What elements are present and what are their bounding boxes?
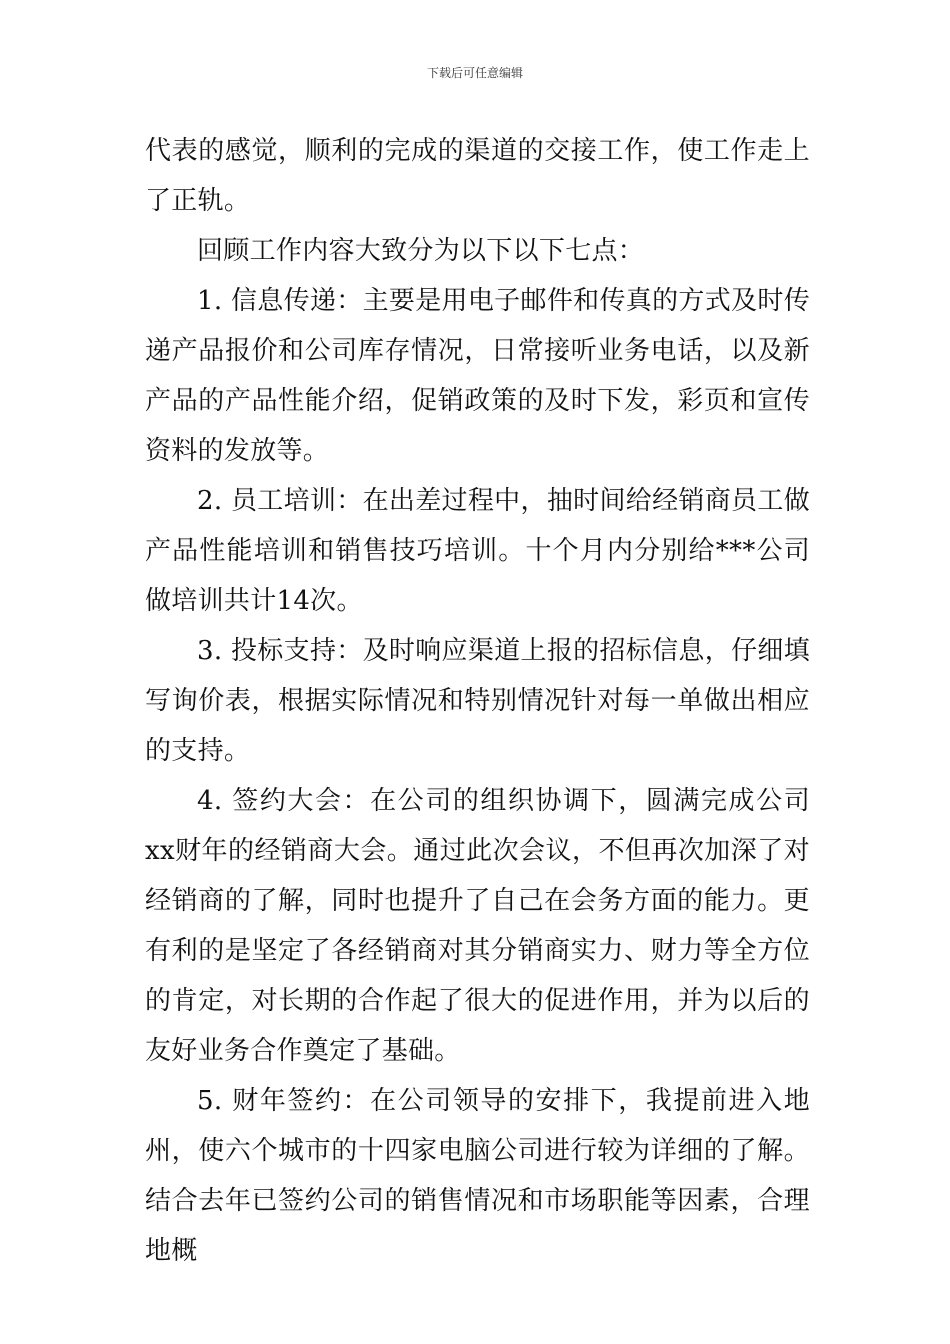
page-header: 下载后可任意编辑 xyxy=(426,66,523,80)
paragraph-item-3: 3. 投标支持：及时响应渠道上报的招标信息，仔细填写询价表，根据实际情况和特别情况针对每一单做出相应的支持。 xyxy=(145,636,810,766)
paragraph-intro: 回顾工作内容大致分为以下以下七点： xyxy=(197,236,645,266)
paragraph-item-5: 5. 财年签约：在公司领导的安排下，我提前进入地州，使六个城市的十四家电脑公司进行较为详细的了解。结合去年已签约公司的销售情况和市场职能等因素，合理地概 xyxy=(145,1086,810,1266)
paragraph-item-2: 2. 员工培训：在出差过程中，抽时间给经销商员工做产品性能培训和销售技巧培训。十个月内分别给***公司做培训共计14次。 xyxy=(145,486,810,616)
paragraph-continuation: 代表的感觉，顺利的完成的渠道的交接工作，使工作走上了正轨。 xyxy=(145,136,810,216)
paragraph-item-4: 4. 签约大会：在公司的组织协调下，圆满完成公司xx财年的经销商大会。通过此次会议，不但再次加深了对经销商的了解，同时也提升了自己在会务方面的能力。更有利的是坚定了各经销商对其分销商实力、财力等全方位的肯定，对长期的合作起了很大的促进作用，并为以后的友好业务合作奠定了基础。 xyxy=(145,786,810,1066)
document-body xyxy=(145,126,810,1276)
paragraph-item-1: 1. 信息传递：主要是用电子邮件和传真的方式及时传递产品报价和公司库存情况，日常接听业务电话，以及新产品的产品性能介绍，促销政策的及时下发，彩页和宣传资料的发放等。 xyxy=(145,286,810,466)
